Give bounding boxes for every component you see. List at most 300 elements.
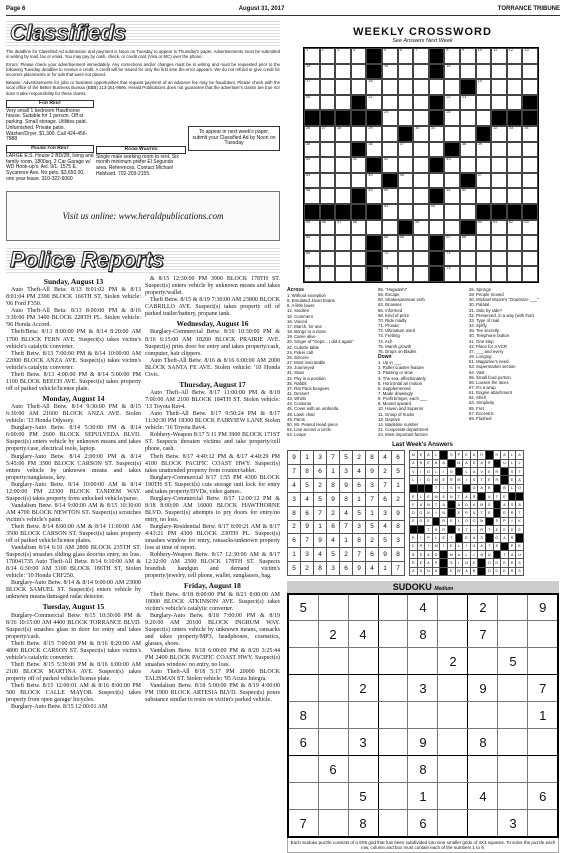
- crossword-cell[interactable]: [382, 79, 398, 95]
- crossword-cell[interactable]: 1: [304, 48, 320, 64]
- sudoku-empty-cell[interactable]: [468, 702, 498, 729]
- crossword-cell[interactable]: 19: [476, 79, 492, 95]
- crossword-cell[interactable]: [335, 95, 351, 111]
- crossword-cell[interactable]: [351, 173, 367, 189]
- crossword-cell[interactable]: [351, 235, 367, 251]
- crossword-cell[interactable]: [444, 173, 460, 189]
- answer-cell: 8: [353, 534, 366, 548]
- crossword-cell[interactable]: [398, 79, 414, 95]
- crossword-cell[interactable]: [398, 64, 414, 80]
- crossword-cell[interactable]: 40: [304, 157, 320, 173]
- crossword-cell[interactable]: [429, 79, 445, 95]
- answer-letter: R: [478, 526, 486, 534]
- crossword-cell[interactable]: [507, 142, 523, 158]
- crossword-cell[interactable]: [522, 266, 538, 282]
- sudoku-empty-cell[interactable]: [348, 594, 378, 621]
- crossword-cell[interactable]: 7: [413, 48, 429, 64]
- sudoku-empty-cell[interactable]: [318, 702, 348, 729]
- sudoku-grid[interactable]: [287, 593, 559, 838]
- report-day-heading: Monday, August 14: [42, 393, 105, 403]
- answer-letter: D: [425, 476, 433, 484]
- crossword-cell[interactable]: 55: [304, 220, 320, 236]
- crossword-cell[interactable]: [413, 251, 429, 267]
- crossword-cell[interactable]: 60: [476, 220, 492, 236]
- sudoku-empty-cell[interactable]: [318, 594, 348, 621]
- crossword-cell[interactable]: [320, 142, 336, 158]
- crossword-cell[interactable]: [522, 79, 538, 95]
- sudoku-empty-cell[interactable]: [528, 756, 558, 783]
- crossword-cell[interactable]: [413, 64, 429, 80]
- crossword-cell[interactable]: [476, 251, 492, 267]
- answer-letter: O: [485, 567, 493, 575]
- crossword-cell[interactable]: [491, 235, 507, 251]
- answer-block: [493, 550, 501, 558]
- sudoku-empty-cell[interactable]: [438, 702, 468, 729]
- crossword-cell[interactable]: [413, 204, 429, 220]
- crossword-cell[interactable]: [413, 110, 429, 126]
- answer-cell: 8: [301, 465, 314, 479]
- crossword-cell[interactable]: 59: [413, 220, 429, 236]
- answer-letter: A: [516, 501, 524, 509]
- crossword-cell[interactable]: [382, 95, 398, 111]
- house-heading: House for Rent: [6, 145, 94, 153]
- crossword-cell[interactable]: 9: [460, 48, 476, 64]
- answer-letter: E: [425, 459, 433, 467]
- crossword-cell[interactable]: [320, 173, 336, 189]
- sudoku-empty-cell[interactable]: [438, 675, 468, 702]
- crossword-cell[interactable]: [398, 266, 414, 282]
- crossword-cell[interactable]: [398, 157, 414, 173]
- sudoku-empty-cell[interactable]: [288, 675, 318, 702]
- crossword-cell[interactable]: [335, 142, 351, 158]
- crossword-cell[interactable]: [335, 79, 351, 95]
- crossword-cell[interactable]: 71: [444, 251, 460, 267]
- sudoku-empty-cell[interactable]: [378, 702, 408, 729]
- crossword-block: [476, 126, 492, 142]
- answer-cell: 9: [353, 562, 366, 576]
- crossword-cell[interactable]: 47: [476, 173, 492, 189]
- sudoku-empty-cell[interactable]: [348, 648, 378, 675]
- crossword-cell[interactable]: 4: [351, 48, 367, 64]
- sudoku-empty-cell[interactable]: [318, 648, 348, 675]
- crossword-cell[interactable]: 58: [351, 220, 367, 236]
- website-banner[interactable]: Visit us online: www.heraldpublications.com: [6, 191, 280, 241]
- crossword-cell[interactable]: 15: [382, 64, 398, 80]
- report-day-heading: Friday, August 18: [184, 580, 241, 590]
- crossword-cell[interactable]: 37: [398, 142, 414, 158]
- crossword-cell[interactable]: 31: [429, 126, 445, 142]
- answer-cell: 6: [288, 534, 301, 548]
- answer-letter: E: [425, 517, 433, 525]
- crossword-cell[interactable]: [507, 95, 523, 111]
- crossword-cell[interactable]: 25: [444, 110, 460, 126]
- sudoku-given: 9: [408, 729, 438, 756]
- crossword-cell[interactable]: [320, 266, 336, 282]
- crossword-cell[interactable]: [507, 251, 523, 267]
- crossword-cell[interactable]: 14: [304, 64, 320, 80]
- crossword-cell[interactable]: [507, 157, 523, 173]
- sudoku-empty-cell[interactable]: [438, 729, 468, 756]
- answer-letter: I: [440, 484, 448, 492]
- crossword-cell[interactable]: 6: [398, 48, 414, 64]
- answer-block: [432, 517, 440, 525]
- crossword-cell[interactable]: 18: [366, 79, 382, 95]
- crossword-cell[interactable]: 3: [335, 48, 351, 64]
- answer-letter: O: [470, 484, 478, 492]
- crossword-cell[interactable]: 57: [335, 220, 351, 236]
- report-entry: Auto Theft-All Betw. 8/17 11:00:00 PM & 8/18 7:00:00 AM 2100 BLOCK 184TH ST. Stolen vehicle: '13 Toyota Rav4.: [145, 390, 280, 411]
- for-rent-ad: Very small 1 bedroom Hawthorne house. Suitable for 1 person. Off st parking. Small storage. Utilities paid. Unfurnished. Private patio. Washer/Dryer. $1,300. Call 424-456-7888: [6, 107, 88, 143]
- crossword-cell[interactable]: [522, 64, 538, 80]
- sudoku-empty-cell[interactable]: [348, 702, 378, 729]
- crossword-cell[interactable]: 48: [304, 188, 320, 204]
- crossword-cell[interactable]: 22: [444, 95, 460, 111]
- crossword-cell[interactable]: [460, 126, 476, 142]
- crossword-cell[interactable]: [491, 157, 507, 173]
- sudoku-empty-cell[interactable]: [318, 675, 348, 702]
- sudoku-given: 2: [318, 621, 348, 648]
- crossword-cell[interactable]: [351, 79, 367, 95]
- crossword-cell[interactable]: [413, 142, 429, 158]
- crossword-cell[interactable]: 41: [351, 157, 367, 173]
- crossword-cell[interactable]: [398, 204, 414, 220]
- sudoku-empty-cell[interactable]: [378, 594, 408, 621]
- crossword-cell[interactable]: [382, 126, 398, 142]
- crossword-cell[interactable]: 63: [522, 220, 538, 236]
- sudoku-empty-cell[interactable]: [378, 729, 408, 756]
- crossword-cell[interactable]: [522, 251, 538, 267]
- crossword-cell[interactable]: [413, 79, 429, 95]
- crossword-cell[interactable]: 72: [304, 266, 320, 282]
- crossword-cell[interactable]: 24: [382, 110, 398, 126]
- crossword-cell[interactable]: [320, 64, 336, 80]
- answer-letter: T: [501, 550, 509, 558]
- left-column: [6, 20, 280, 840]
- answer-letter: A: [432, 567, 440, 575]
- crossword-cell[interactable]: 32: [491, 126, 507, 142]
- sudoku-empty-cell[interactable]: [528, 621, 558, 648]
- sudoku-empty-cell[interactable]: [378, 783, 408, 810]
- crossword-cell[interactable]: [398, 251, 414, 267]
- crossword-cell[interactable]: 68: [460, 235, 476, 251]
- crossword-cell[interactable]: 44: [304, 173, 320, 189]
- sudoku-empty-cell[interactable]: [498, 702, 528, 729]
- crossword-cell[interactable]: 10: [476, 48, 492, 64]
- police-banner: Police Reports: [6, 247, 280, 273]
- crossword-cell[interactable]: [522, 188, 538, 204]
- crossword-cell[interactable]: 30: [413, 126, 429, 142]
- crossword-cell[interactable]: 2: [320, 48, 336, 64]
- answer-letter: P: [455, 451, 463, 459]
- crossword-cell[interactable]: [460, 157, 476, 173]
- crossword-cell[interactable]: 34: [522, 126, 538, 142]
- crossword-cell[interactable]: [507, 266, 523, 282]
- answer-letter: V: [478, 467, 486, 475]
- crossword-cell[interactable]: 35: [304, 142, 320, 158]
- crossword-cell[interactable]: [507, 79, 523, 95]
- sudoku-given: 6: [288, 729, 318, 756]
- crossword-cell[interactable]: [507, 188, 523, 204]
- crossword-block: [366, 110, 382, 126]
- crossword-cell[interactable]: 13: [522, 48, 538, 64]
- answer-block: [478, 492, 486, 500]
- sudoku-empty-cell[interactable]: [288, 783, 318, 810]
- crossword-cell[interactable]: [429, 142, 445, 158]
- crossword-cell[interactable]: 69: [304, 251, 320, 267]
- crossword-cell[interactable]: [444, 220, 460, 236]
- crossword-cell[interactable]: 21: [366, 95, 382, 111]
- sudoku-empty-cell[interactable]: [408, 702, 438, 729]
- clues-col-2: [378, 287, 466, 437]
- sudoku-empty-cell[interactable]: [378, 756, 408, 783]
- sudoku-empty-cell[interactable]: [468, 648, 498, 675]
- submission-notice: To appear in next week's paper, submit your Classified Ad by Noon on Tuesday: [188, 126, 280, 151]
- crossword-cell[interactable]: [476, 266, 492, 282]
- crossword-cell[interactable]: 64: [304, 235, 320, 251]
- crossword-cell[interactable]: [382, 220, 398, 236]
- crossword-block: [429, 64, 445, 80]
- report-entry: Auto Theft-All Beta: 8/13 8:00:00 PM & 8/16 3:30:00 PM 3400 BLOCK 228TH PL. Stolen vehicle: '96 Honda Accord.: [6, 308, 141, 329]
- crossword-cell[interactable]: 45: [366, 173, 382, 189]
- sudoku-empty-cell[interactable]: [318, 783, 348, 810]
- crossword-cell[interactable]: 50: [382, 188, 398, 204]
- sudoku-empty-cell[interactable]: [528, 729, 558, 756]
- sudoku-empty-cell[interactable]: [348, 756, 378, 783]
- crossword-cell[interactable]: 17: [304, 79, 320, 95]
- crossword-cell[interactable]: [382, 142, 398, 158]
- crossword-cell[interactable]: [429, 173, 445, 189]
- crossword-cell[interactable]: [491, 266, 507, 282]
- crossword-cell[interactable]: [320, 188, 336, 204]
- crossword-cell[interactable]: [413, 173, 429, 189]
- sudoku-given: 2: [348, 675, 378, 702]
- crossword-cell[interactable]: [320, 79, 336, 95]
- crossword-grid[interactable]: [303, 47, 539, 283]
- answer-block: [485, 517, 493, 525]
- sudoku-given: 8: [408, 621, 438, 648]
- answer-letter: P: [501, 517, 509, 525]
- crossword-cell[interactable]: [335, 64, 351, 80]
- crossword-cell[interactable]: [491, 173, 507, 189]
- crossword-cell[interactable]: [507, 173, 523, 189]
- crossword-cell[interactable]: 29: [366, 126, 382, 142]
- crossword-cell[interactable]: [413, 157, 429, 173]
- crossword-cell[interactable]: [366, 220, 382, 236]
- crossword-cell[interactable]: [335, 266, 351, 282]
- sudoku-empty-cell[interactable]: [498, 756, 528, 783]
- crossword-cell[interactable]: 8: [444, 48, 460, 64]
- answer-letter: B: [478, 550, 486, 558]
- crossword-cell[interactable]: [320, 157, 336, 173]
- sudoku-empty-cell[interactable]: [498, 594, 528, 621]
- terms-beware: Beware: Advertisements for jobs or business opportunities that request payment of an advance fee may be fraudulent. Please check with the local office of the Better Business Bureau (BBB) 213-251-9696. Herald Publications does not guarantee that the advertiser's claims are true nor does it take responsibility for these claims.: [6, 79, 280, 96]
- sudoku-empty-cell[interactable]: [438, 756, 468, 783]
- sudoku-empty-cell[interactable]: [498, 783, 528, 810]
- answer-cell: 2: [301, 562, 314, 576]
- sudoku-empty-cell[interactable]: [378, 621, 408, 648]
- crossword-cell[interactable]: 54: [429, 204, 445, 220]
- sudoku-empty-cell[interactable]: [288, 648, 318, 675]
- crossword-cell[interactable]: [320, 251, 336, 267]
- crossword-cell[interactable]: 66: [398, 235, 414, 251]
- crossword-cell[interactable]: 61: [491, 220, 507, 236]
- crossword-cell[interactable]: [476, 64, 492, 80]
- answer-cell: 4: [379, 520, 392, 534]
- sudoku-empty-cell[interactable]: [378, 810, 408, 837]
- crossword-cell[interactable]: 11: [491, 48, 507, 64]
- answer-cell: 1: [314, 520, 327, 534]
- crossword-block: [351, 110, 367, 126]
- answer-letter: N: [463, 559, 471, 567]
- answer-cell: 5: [301, 479, 314, 493]
- crossword-cell[interactable]: 27: [320, 126, 336, 142]
- crossword-cell[interactable]: [398, 110, 414, 126]
- crossword-cell[interactable]: [335, 251, 351, 267]
- crossword-cell[interactable]: [413, 188, 429, 204]
- crossword-cell[interactable]: 74: [444, 266, 460, 282]
- crossword-cell[interactable]: [491, 64, 507, 80]
- crossword-cell[interactable]: 67: [444, 235, 460, 251]
- sudoku-empty-cell[interactable]: [288, 621, 318, 648]
- sudoku-empty-cell[interactable]: [468, 756, 498, 783]
- crossword-cell[interactable]: 26: [304, 126, 320, 142]
- crossword-cell[interactable]: [491, 251, 507, 267]
- crossword-cell[interactable]: [522, 235, 538, 251]
- crossword-cell[interactable]: [460, 266, 476, 282]
- crossword-cell[interactable]: [476, 110, 492, 126]
- answer-letter: A: [478, 484, 486, 492]
- crossword-cell[interactable]: [335, 188, 351, 204]
- sudoku-empty-cell[interactable]: [378, 648, 408, 675]
- crossword-cell[interactable]: [476, 95, 492, 111]
- crossword-cell[interactable]: 49: [366, 188, 382, 204]
- sudoku-empty-cell[interactable]: [498, 621, 528, 648]
- crossword-cell[interactable]: [522, 157, 538, 173]
- crossword-block: [351, 204, 367, 220]
- crossword-cell[interactable]: 33: [507, 126, 523, 142]
- crossword-cell[interactable]: [413, 235, 429, 251]
- crossword-cell[interactable]: 16: [444, 64, 460, 80]
- crossword-cell[interactable]: 28: [335, 126, 351, 142]
- crossword-cell[interactable]: [460, 110, 476, 126]
- crossword-cell[interactable]: [444, 79, 460, 95]
- police-column-1: [6, 276, 141, 711]
- crossword-cell[interactable]: [507, 64, 523, 80]
- crossword-cell[interactable]: [413, 266, 429, 282]
- classified-ads: [6, 100, 280, 183]
- crossword-cell[interactable]: [491, 188, 507, 204]
- crossword-cell[interactable]: 70: [382, 251, 398, 267]
- crossword-cell[interactable]: 5: [382, 48, 398, 64]
- crossword-cell[interactable]: [398, 95, 414, 111]
- crossword-cell[interactable]: [429, 220, 445, 236]
- sudoku-empty-cell[interactable]: [318, 729, 348, 756]
- answer-letter: E: [516, 542, 524, 550]
- crossword-cell[interactable]: 62: [507, 220, 523, 236]
- sudoku-empty-cell[interactable]: [438, 783, 468, 810]
- crossword-cell[interactable]: [335, 157, 351, 173]
- answer-block: [501, 542, 509, 550]
- sudoku-empty-cell[interactable]: [438, 594, 468, 621]
- crossword-cell[interactable]: [351, 266, 367, 282]
- answer-cell: 9: [392, 506, 405, 520]
- answer-block: [501, 476, 509, 484]
- crossword-cell[interactable]: 52: [460, 188, 476, 204]
- crossword-cell[interactable]: 12: [507, 48, 523, 64]
- sudoku-empty-cell[interactable]: [528, 810, 558, 837]
- answer-cell: 6: [379, 492, 392, 506]
- sudoku-empty-cell[interactable]: [438, 621, 468, 648]
- crossword-block: [507, 110, 523, 126]
- crossword-cell[interactable]: [351, 64, 367, 80]
- crossword-cell[interactable]: 46: [398, 173, 414, 189]
- crossword-cell[interactable]: 23: [460, 95, 476, 111]
- crossword-cell[interactable]: [491, 95, 507, 111]
- sudoku-empty-cell[interactable]: [378, 675, 408, 702]
- crossword-cell[interactable]: [491, 142, 507, 158]
- crossword-cell[interactable]: [320, 235, 336, 251]
- crossword-cell[interactable]: 38: [460, 142, 476, 158]
- sudoku-given: 8: [468, 729, 498, 756]
- crossword-cell[interactable]: [460, 64, 476, 80]
- page-header: [6, 6, 560, 16]
- crossword-cell[interactable]: [460, 251, 476, 267]
- crossword-cell[interactable]: [507, 235, 523, 251]
- crossword-cell[interactable]: [476, 157, 492, 173]
- crossword-cell[interactable]: 36: [366, 142, 382, 158]
- crossword-cell[interactable]: [413, 95, 429, 111]
- crossword-cell[interactable]: 65: [382, 235, 398, 251]
- sudoku-empty-cell[interactable]: [468, 810, 498, 837]
- sudoku-empty-cell[interactable]: [288, 756, 318, 783]
- crossword-cell[interactable]: [460, 204, 476, 220]
- answer-letter: R: [493, 467, 501, 475]
- answer-letter: E: [455, 509, 463, 517]
- crossword-cell[interactable]: 20: [304, 95, 320, 111]
- sudoku-empty-cell[interactable]: [498, 729, 528, 756]
- crossword-cell[interactable]: [444, 204, 460, 220]
- crossword-block: [444, 142, 460, 158]
- sudoku-empty-cell[interactable]: [528, 648, 558, 675]
- crossword-cell[interactable]: [444, 126, 460, 142]
- crossword-cell[interactable]: [351, 251, 367, 267]
- crossword-cell[interactable]: 51: [444, 188, 460, 204]
- sudoku-empty-cell[interactable]: [408, 648, 438, 675]
- crossword-cell[interactable]: [476, 188, 492, 204]
- crossword-cell[interactable]: [522, 142, 538, 158]
- crossword-cell[interactable]: [398, 188, 414, 204]
- crossword-block: [320, 110, 336, 126]
- crossword-cell[interactable]: 53: [382, 204, 398, 220]
- crossword-cell[interactable]: [335, 173, 351, 189]
- crossword-cell[interactable]: 73: [382, 266, 398, 282]
- crossword-cell[interactable]: [335, 235, 351, 251]
- crossword-cell[interactable]: 42: [382, 157, 398, 173]
- crossword-cell[interactable]: [491, 79, 507, 95]
- crossword-cell[interactable]: [320, 95, 336, 111]
- crossword-cell[interactable]: [476, 235, 492, 251]
- sudoku-empty-cell[interactable]: [318, 810, 348, 837]
- crossword-block: [429, 95, 445, 111]
- crossword-cell[interactable]: 39: [476, 142, 492, 158]
- crossword-cell[interactable]: [522, 173, 538, 189]
- sudoku-empty-cell[interactable]: [438, 810, 468, 837]
- crossword-cell[interactable]: 43: [444, 157, 460, 173]
- sudoku-empty-cell[interactable]: [498, 675, 528, 702]
- crossword-cell[interactable]: 56: [320, 220, 336, 236]
- crossword-cell[interactable]: [351, 126, 367, 142]
- answer-letter: N: [432, 459, 440, 467]
